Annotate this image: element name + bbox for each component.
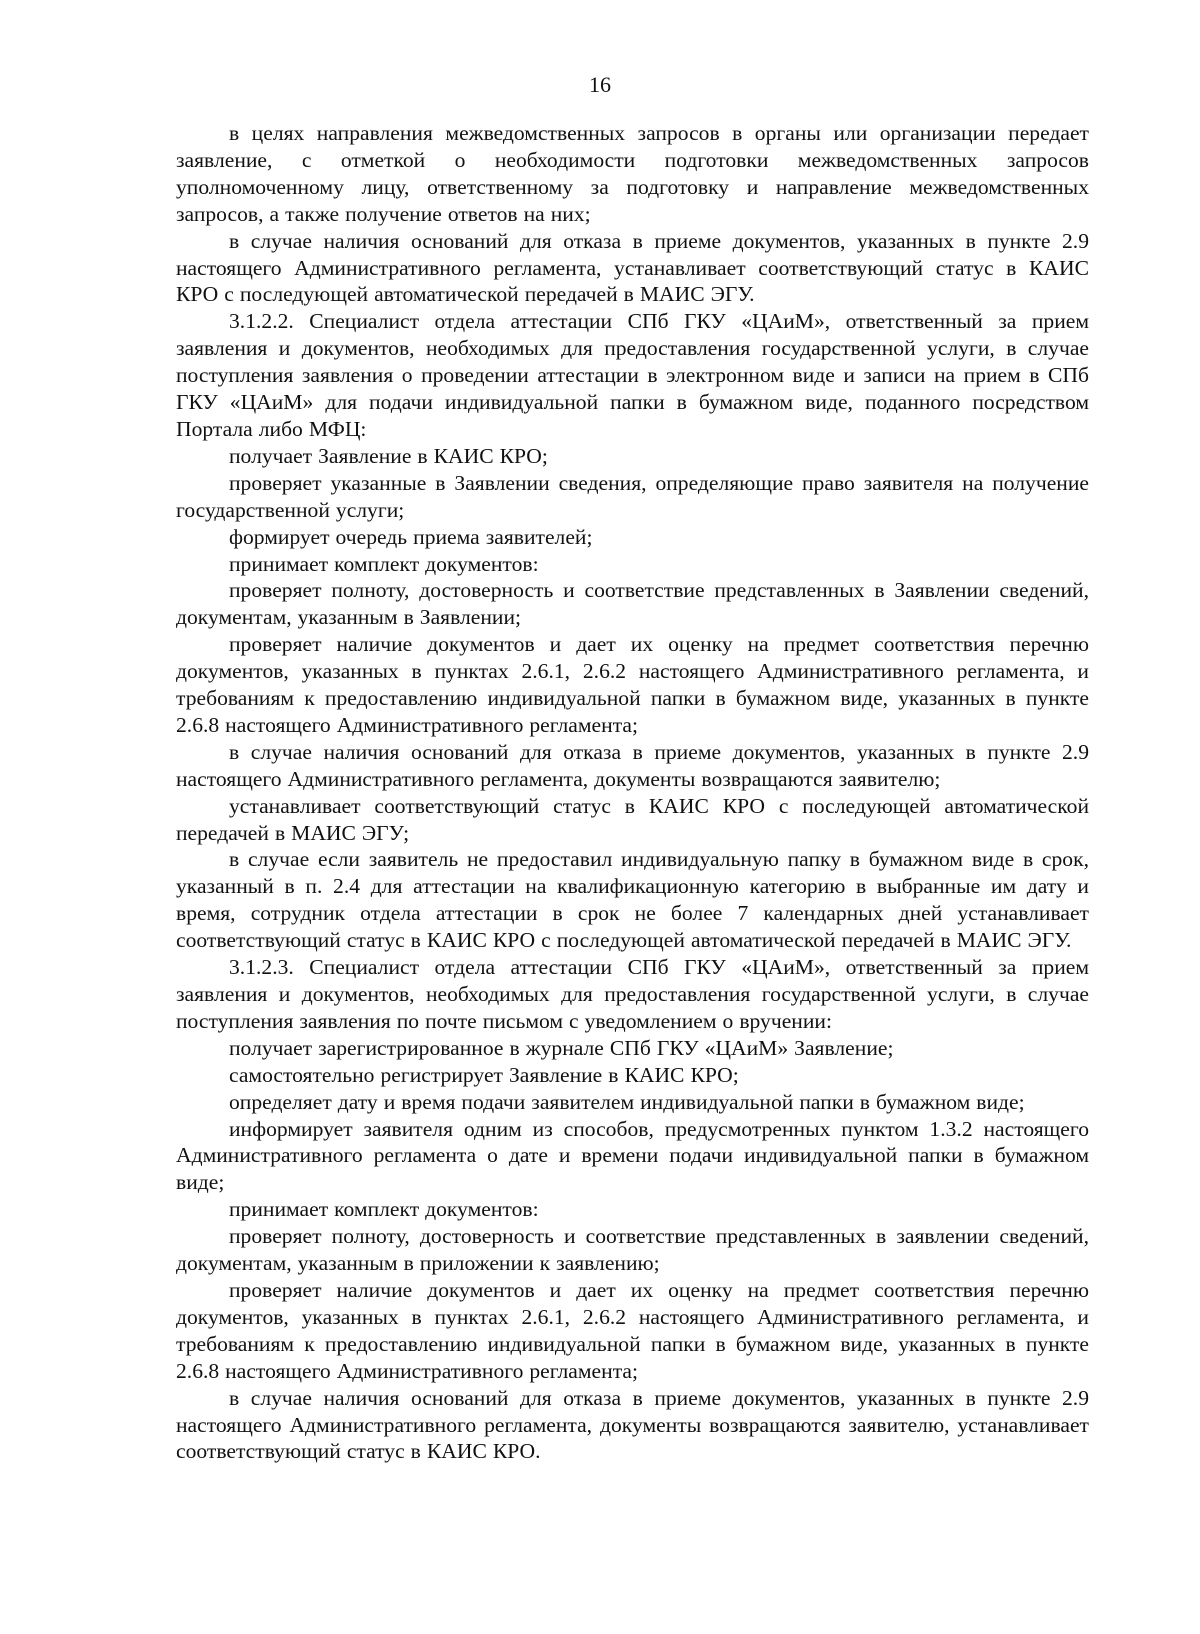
paragraph-10: в случае наличия оснований для отказа в приеме документов, указанных в пункте 2.9 настоящего Административного регламента, документы возвращаются заявителю; [176, 739, 1089, 791]
paragraph-16: определяет дату и время подачи заявителем индивидуальной папки в бумажном виде; [229, 1089, 1025, 1114]
paragraph-6: формирует очередь приема заявителей; [229, 524, 593, 549]
paragraph-8: проверяет полноту, достоверность и соответствие представленных в Заявлении сведений, документам, указанным в Заявлении; [176, 578, 1089, 630]
paragraph-17: информирует заявителя одним из способов, предусмотренных пунктом 1.3.2 настоящего Административного регламента о дате и времени подачи индивидуальной папки в бумажном виде; [176, 1116, 1089, 1195]
paragraph-3: 3.1.2.2. Специалист отдела аттестации СПб ГКУ «ЦАиМ», ответственный за прием заявления и документов, необходимых для предоставления государственной услуги, в случае поступления заявления о проведении аттестации в электронном виде и записи на прием в СПб ГКУ «ЦАиМ» для подачи индивидуальной папки в бумажном виде, поданного посредством Портала либо МФЦ: [176, 309, 1089, 441]
paragraph-14: получает зарегистрированное в журнале СПб ГКУ «ЦАиМ» Заявление; [229, 1035, 894, 1060]
paragraph-5: проверяет указанные в Заявлении сведения, определяющие право заявителя на получение государственной услуги; [176, 470, 1089, 522]
paragraph-19: проверяет полноту, достоверность и соответствие представленных в заявлении сведений, документам, указанным в приложении к заявлению; [176, 1224, 1089, 1276]
paragraph-4: получает Заявление в КАИС КРО; [229, 443, 548, 468]
paragraph-21: в случае наличия оснований для отказа в приеме документов, указанных в пункте 2.9 настоящего Административного регламента, документы возвращаются заявителю, устанавливает соответствующий статус в КАИС КРО. [176, 1385, 1089, 1464]
paragraph-9: проверяет наличие документов и дает их оценку на предмет соответствия перечню документов, указанных в пунктах 2.6.1, 2.6.2 настоящего Административного регламента, и требованиям к предоставлению индивидуальной папки в бумажном виде, указанных в пункте 2.6.8 настоящего Административного регламента; [176, 632, 1089, 737]
paragraph-18: принимает комплект документов: [229, 1197, 539, 1222]
paragraph-11: устанавливает соответствующий статус в КАИС КРО с последующей автоматической передачей в МАИС ЭГУ; [176, 793, 1089, 845]
paragraph-20: проверяет наличие документов и дает их оценку на предмет соответствия перечню документов, указанных в пунктах 2.6.1, 2.6.2 настоящего Административного регламента, и требованиям к предоставлению индивидуальной папки в бумажном виде, указанных в пункте 2.6.8 настоящего Административного регламента; [176, 1277, 1089, 1383]
page-number: 16 [589, 72, 611, 97]
paragraph-15: самостоятельно регистрирует Заявление в КАИС КРО; [229, 1062, 739, 1087]
paragraph-1: в целях направления межведомственных запросов в органы или организации передает заявление, с отметкой о необходимости подготовки межведомственных запросов уполномоченному лицу, ответственному за подготовку и направление межведомственных запросов, а также получение ответов на них; [176, 121, 1089, 226]
paragraph-13: 3.1.2.3. Специалист отдела аттестации СПб ГКУ «ЦАиМ», ответственный за прием заявления и документов, необходимых для предоставления государственной услуги, в случае поступления заявления по почте письмом с уведомлением о вручении: [176, 955, 1089, 1033]
document-body [176, 120, 1089, 1465]
paragraph-2: в случае наличия оснований для отказа в приеме документов, указанных в пункте 2.9 настоящего Административного регламента, устанавливает соответствующий статус в КАИС КРО с последующей автоматической передачей в МАИС ЭГУ. [176, 228, 1089, 307]
paragraph-7: принимает комплект документов: [229, 551, 539, 576]
paragraph-12: в случае если заявитель не предоставил индивидуальную папку в бумажном виде в срок, указанный в п. 2.4 для аттестации на квалификационную категорию в выбранные им дату и время, сотрудник отдела аттестации в срок не более 7 календарных дней устанавливает соответствующий статус в КАИС КРО с последующей автоматической передачей в МАИС ЭГУ. [176, 847, 1089, 953]
